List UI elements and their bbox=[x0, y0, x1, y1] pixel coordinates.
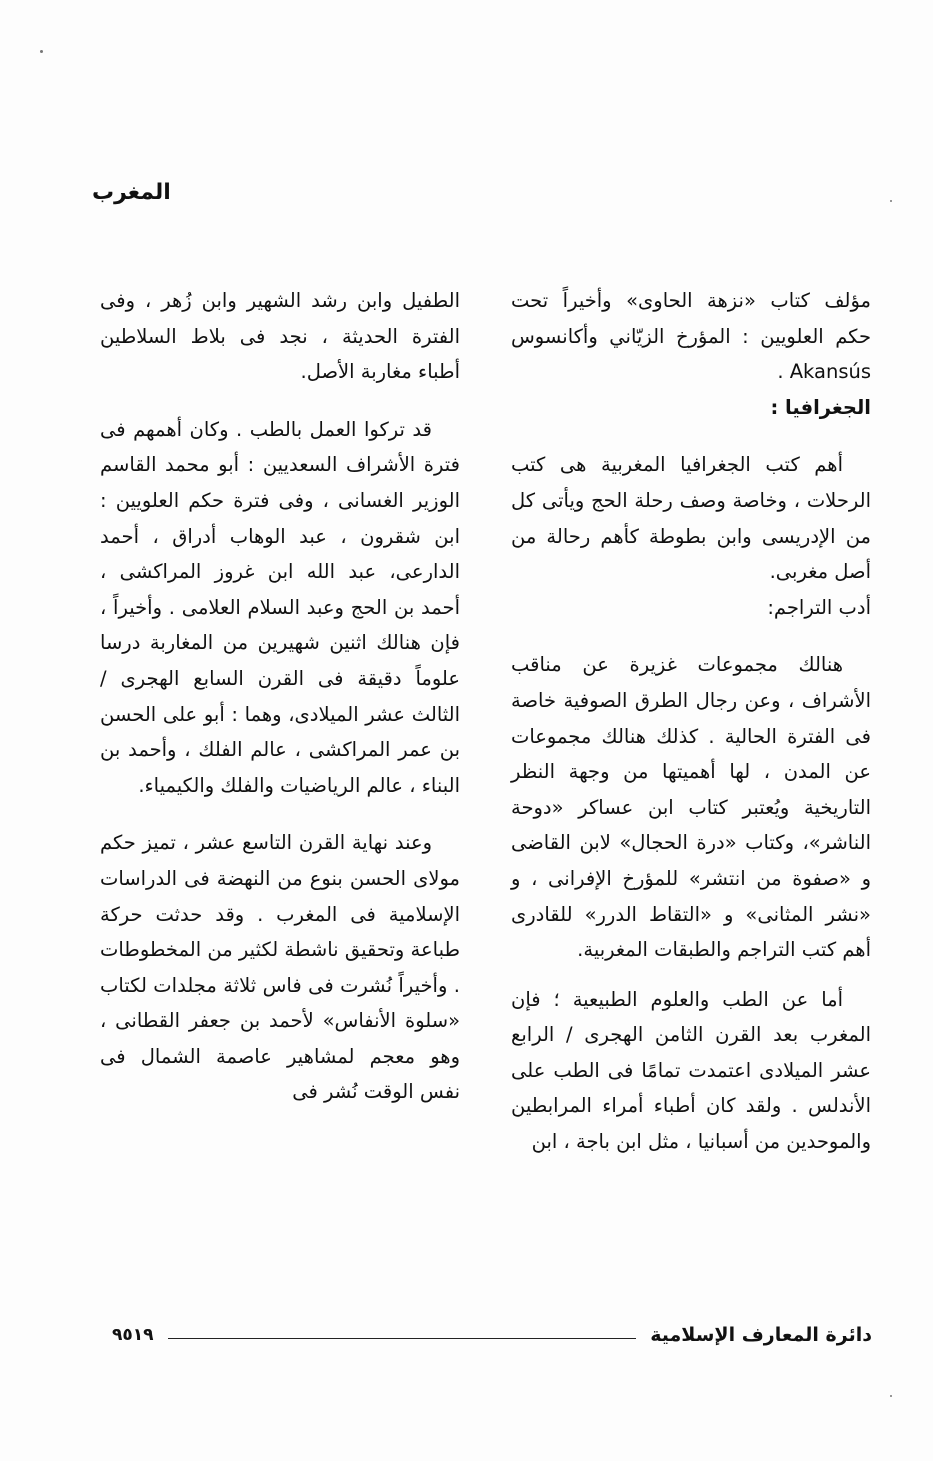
scan-speck-mark bbox=[890, 1395, 892, 1397]
right-column bbox=[511, 283, 871, 1160]
scan-speck-mark bbox=[890, 200, 892, 202]
left-column-paragraph-3: وعند نهاية القرن التاسع عشر ، تميز حكم مولاى الحسن بنوع من النهضة فى الدراسات الإسلامية فى المغرب . وقد حدثت حركة طباعة وتحقيق ناشطة لكثير من المخطوطات . وأخيراً نُشرت فى فاس ثلاثة مجلدات لكتاب «سلوة الأنفاس» لأحمد بن جعفر القطانى ، وهو معجم لمشاهير عاصمة الشمال فى نفس الوقت نُشر فى bbox=[100, 831, 460, 1104]
left-column bbox=[100, 283, 460, 1110]
left-column-paragraph-1: الطفيل وابن رشد الشهير وابن زُهر ، وفى الفترة الحديثة ، نجد فى بلاط السلاطين أطباء مغاربة الأصل. bbox=[100, 289, 460, 384]
footer-publication-title: دائرة المعارف الإسلامية bbox=[650, 1324, 872, 1346]
scan-speck-mark bbox=[40, 50, 43, 53]
left-column-paragraph-2: قد تركوا العمل بالطب . وكان أهمهم فى فترة الأشراف السعديين : أبو محمد القاسم الوزير الغسانى ، وفى فترة حكم العلويين : ابن شقرون ، عبد الوهاب أدراق ، أحمد الدارعى، عبد الله ابن غروز المراكشى ، أحمد بن الحج وعبد السلام العلامى . وأخيراً ، فإن هنالك اثنين شهيرين من المغاربة درسا علوماً دقيقة فى القرن السابع الهجرى / الثالث عشر الميلادى، وهما : أبو على الحسن بن عمر المراكشى ، عالم الفلك ، وأحمد بن البناء ، عالم الرياضيات والفلك والكيمياء. bbox=[100, 417, 460, 797]
footer-page-number: ٩٥١٩ bbox=[112, 1325, 154, 1345]
page-footer bbox=[112, 1318, 872, 1352]
section-heading-biography: أدب التراجم: bbox=[767, 595, 871, 619]
footer-rule-divider bbox=[168, 1338, 637, 1339]
section-heading-geography: الجغرافيا : bbox=[770, 395, 871, 419]
paragraph-medicine: أما عن الطب والعلوم الطبيعية ؛ فإن المغرب بعد القرن الثامن الهجرى / الرابع عشر الميلادى اعتمدت تمامًا فى الطب على الأندلس . ولقد كان أطباء أمراء المرابطين والموحدين من أسبانيا ، مثل ابن باجة ، ابن bbox=[511, 987, 871, 1154]
paragraph-biography: هنالك مجموعات غزيرة عن مناقب الأشراف ، وعن رجال الطرق الصوفية خاصة فى الفترة الحالية . كذلك هنالك مجموعات عن المدن ، لها أهميتها من وجهة النظر التاريخية ويُعتبر كتاب ابن عساكر «دوحة الناشر»، وكتاب «درة الحجال» لابن القاضى و «صفوة من انتشر» للمؤرخ الإفرانى ، و «نشر المثانى» و «التقاط الدرر» للقادرى أهم كتب التراجم والطبقات المغربية. bbox=[511, 653, 871, 962]
right-column-paragraph-1: مؤلف كتاب «نزهة الحاوى» وأخيراً تحت حكم العلويين : المؤرخ الزيّاني وأكانسوس Akansús . bbox=[511, 289, 871, 384]
paragraph-geography: أهم كتب الجغرافيا المغربية هى كتب الرحلات ، وخاصة وصف رحلة الحج ويأتى كل من الإدريسى وابن بطوطة كأهم رحالة من أصل مغربى. bbox=[511, 453, 871, 584]
running-head-title: المغرب bbox=[92, 180, 171, 205]
